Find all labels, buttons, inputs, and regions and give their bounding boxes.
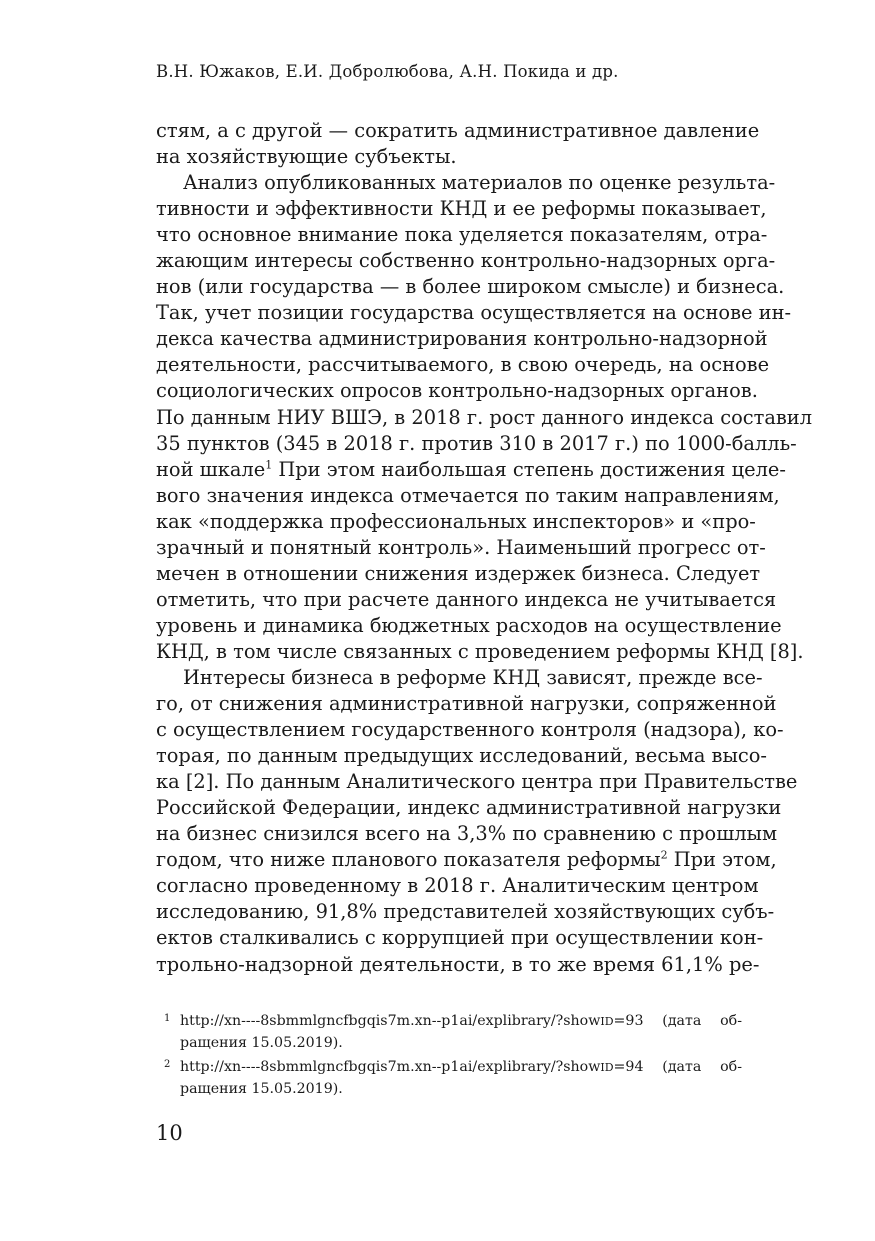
text-line: деятельности, рассчитываемого, в свою очередь, на основе <box>156 353 770 377</box>
footnote-text: =94 (дата об- <box>613 1059 742 1075</box>
text-line: как «поддержка профессиональных инспекторов» и «про- <box>156 509 756 533</box>
footnote-line: ращения 15.05.2019). <box>180 1080 343 1097</box>
text-line: мечен в отношении снижения издержек бизнеса. Следует <box>156 561 761 585</box>
footnote-2 <box>156 1057 742 1100</box>
text-line: согласно проведенному в 2018 г. Аналитическим центром <box>156 874 759 898</box>
text-line: зрачный и понятный контроль». Наименьший прогресс от- <box>156 535 766 559</box>
text-line: трольно-надзорной деятельности, в то же время 61,1% ре- <box>156 952 760 976</box>
text-line: Интересы бизнеса в реформе КНД зависят, прежде все- <box>183 665 763 689</box>
footnote-number: 1 <box>164 1013 171 1024</box>
text-line: тивности и эффективности КНД и ее реформы показывает, <box>156 197 767 221</box>
footnote-mark[interactable]: 1 <box>265 458 273 472</box>
text-line: Так, учет позиции государства осуществляется на основе ин- <box>156 301 792 325</box>
page-number: 10 <box>156 1121 183 1145</box>
footnote-line <box>180 1011 742 1033</box>
body-text <box>156 118 813 978</box>
text-line: По данным НИУ ВШЭ, в 2018 г. рост данного индекса составил <box>156 405 813 429</box>
footnote-number: 2 <box>164 1059 171 1070</box>
text-line: ка [2]. По данным Аналитического центра при Правительстве <box>156 770 798 794</box>
text-line: на хозяйствующие субъекты. <box>156 145 457 169</box>
text-line <box>156 457 786 483</box>
footnote-link-suffix[interactable]: ID <box>600 1015 614 1028</box>
text-span: годом, что ниже планового показателя реформы <box>156 848 661 872</box>
text-line: с осуществлением государственного контроля (надзора), ко- <box>156 718 784 742</box>
running-header: В.Н. Южаков, Е.И. Добролюбова, А.Н. Покида и др. <box>156 62 619 81</box>
footnote-1 <box>156 1011 742 1054</box>
footnote-mark[interactable]: 2 <box>660 848 668 862</box>
text-span: ной шкале <box>156 457 266 481</box>
footnote-link[interactable]: http://xn----8sbmmlgncfbgqis7m.xn--p1ai/explibrary/?show <box>180 1013 601 1029</box>
text-line: исследованию, 91,8% представителей хозяйствующих субъ- <box>156 900 775 924</box>
text-line: жающим интересы собственно контрольно-надзорных орга- <box>156 249 776 273</box>
text-line: го, от снижения административной нагрузки, сопряженной <box>156 692 777 716</box>
text-span: При этом, <box>667 848 777 872</box>
text-line: декса качества администрирования контрольно-надзорной <box>156 327 768 351</box>
footnote-link-suffix[interactable]: ID <box>600 1061 614 1074</box>
text-span: При этом наибольшая степень достижения целе- <box>272 457 786 481</box>
text-line: 35 пунктов (345 в 2018 г. против 310 в 2017 г.) по 1000-балль- <box>156 431 797 455</box>
text-line: социологических опросов контрольно-надзорных органов. <box>156 379 758 403</box>
text-line: торая, по данным предыдущих исследований, весьма высо- <box>156 744 767 768</box>
text-line: КНД, в том числе связанных с проведением реформы КНД [8]. <box>156 639 804 663</box>
text-line: отметить, что при расчете данного индекса не учитывается <box>156 587 777 611</box>
footnote-line: ращения 15.05.2019). <box>180 1034 343 1051</box>
text-line: Анализ опубликованных материалов по оценке результа- <box>183 171 776 195</box>
text-line: Российской Федерации, индекс административной нагрузки <box>156 796 782 820</box>
paragraph <box>156 665 798 978</box>
text-line: стям, а с другой — сократить административное давление <box>156 119 760 142</box>
text-line: вого значения индекса отмечается по таким направлениям, <box>156 483 780 507</box>
footnote-text: =93 (дата об- <box>613 1013 742 1029</box>
text-line: на бизнес снизился всего на 3,3% по сравнению с прошлым <box>156 822 778 846</box>
text-line: ектов сталкивались с коррупцией при осуществлении кон- <box>156 926 764 950</box>
text-line: что основное внимание пока уделяется показателям, отра- <box>156 223 768 247</box>
paragraph <box>156 170 813 665</box>
text-line: нов (или государства — в более широком смысле) и бизнеса. <box>156 275 785 299</box>
text-line <box>156 847 777 873</box>
text-line: уровень и динамика бюджетных расходов на осуществление <box>156 613 782 637</box>
footnote-line <box>180 1057 742 1079</box>
paragraph <box>156 118 760 170</box>
footnote-link[interactable]: http://xn----8sbmmlgncfbgqis7m.xn--p1ai/explibrary/?show <box>180 1059 601 1075</box>
